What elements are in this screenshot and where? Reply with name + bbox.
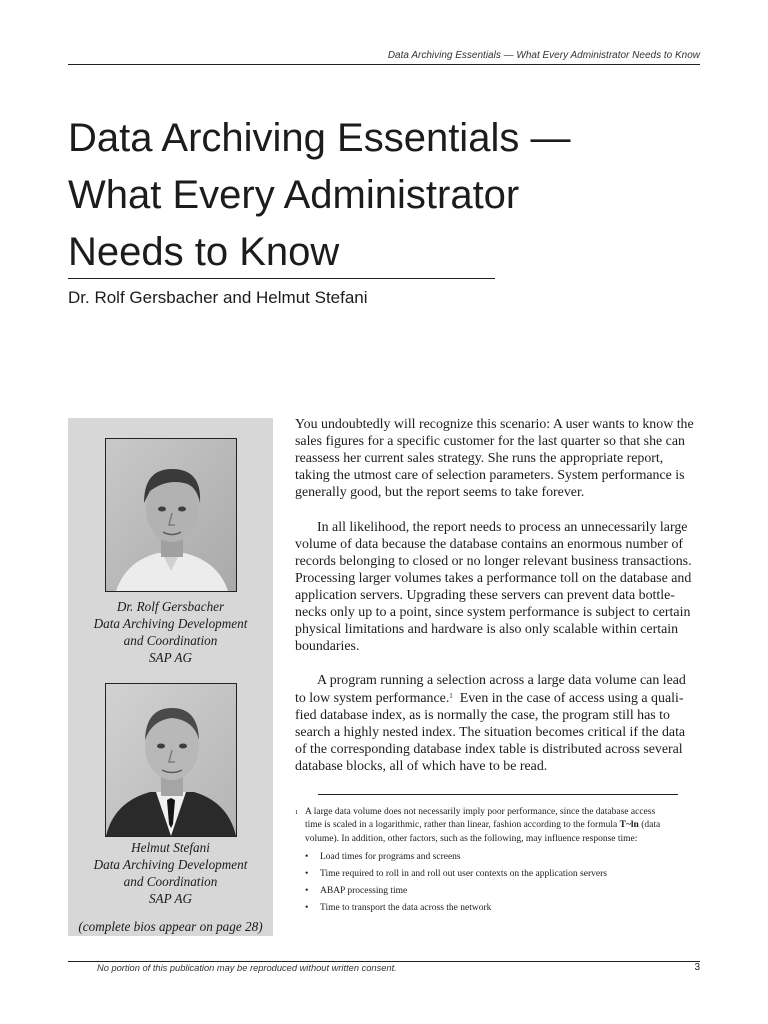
footnote-line: [295, 819, 700, 832]
paragraph: [295, 672, 700, 775]
header-rule: [68, 64, 700, 65]
bio-line: Helmut Stefani: [131, 840, 210, 855]
bios-note: (complete bios appear on page 28): [78, 919, 263, 934]
body-line: Processing larger volumes takes a performance toll on the database and: [295, 570, 692, 586]
bio-line: Data Archiving Development: [93, 616, 248, 631]
body-line: volume of data because the database contains an enormous number of: [295, 536, 684, 552]
body-line: records belonging to closed or no longer relevant business transactions.: [295, 553, 692, 569]
body-line: generally good, but the report seems to take forever.: [295, 485, 585, 501]
author1-bio: [68, 598, 273, 666]
portrait-photo-icon: [106, 684, 236, 836]
list-item: [295, 900, 700, 917]
article-title: [68, 110, 708, 281]
article-body: [295, 416, 700, 775]
author2-bio: [68, 839, 273, 907]
title-line: Needs to Know: [68, 230, 340, 274]
footnote-rule: [318, 794, 678, 795]
bullet-icon: •: [305, 868, 309, 879]
portrait-photo-icon: [106, 439, 236, 591]
title-rule: [68, 278, 495, 279]
list-item-text: Time required to roll in and roll out user contexts on the application servers: [320, 868, 607, 879]
body-text: Even in the case of access using a quali-: [452, 690, 684, 706]
footer-rule: [68, 961, 700, 962]
list-item-text: Time to transport the data across the network: [320, 902, 492, 913]
body-line: [295, 690, 700, 707]
paragraph: [295, 519, 700, 656]
article-authors: Dr. Rolf Gersbacher and Helmut Stefani: [68, 288, 368, 307]
body-line: You undoubtedly will recognize this scenario: A user wants to know the: [295, 417, 694, 432]
author1-photo: [105, 438, 237, 592]
footnote-bullet-list: [295, 849, 700, 917]
body-line: of the corresponding database index table is distributed across several: [295, 741, 683, 757]
bullet-icon: •: [305, 902, 309, 913]
list-item: [295, 866, 700, 883]
list-item: [295, 849, 700, 866]
footnote-text: time is scaled in a logarithmic, rather than linear, fashion according to the formula: [305, 820, 620, 831]
body-line: search a highly nested index. The situation becomes critical if the data: [295, 724, 686, 740]
body-line: physical limitations and hardware is also only scalable within certain: [295, 622, 679, 638]
author-sidebar: [68, 418, 273, 936]
bullet-icon: •: [305, 885, 309, 896]
footnote-formula: T~ln: [619, 820, 639, 831]
list-item-text: ABAP processing time: [320, 885, 408, 896]
footnote-reference[interactable]: 1: [449, 691, 453, 700]
bio-line: and Coordination: [123, 633, 218, 648]
running-header: Data Archiving Essentials — What Every Administrator Needs to Know: [387, 50, 700, 61]
body-line: sales figures for a specific customer for the last quarter so that she can: [295, 434, 685, 450]
author2-photo: [105, 683, 237, 837]
body-line: fied database index, as is normally the case, the program still has to: [295, 707, 670, 723]
list-item: [295, 883, 700, 900]
bio-line: Data Archiving Development: [93, 857, 248, 872]
footnote-text: (data: [638, 820, 661, 831]
page-number: 3: [694, 962, 700, 973]
bio-line: SAP AG: [148, 891, 193, 906]
footnote-mark: 1: [295, 809, 299, 816]
footnote: [295, 806, 700, 917]
bio-line: Dr. Rolf Gersbacher: [116, 599, 225, 614]
body-line: reassess her current sales strategy. She runs the appropriate report,: [295, 451, 664, 467]
bullet-icon: •: [305, 851, 309, 862]
footnote-line: volume). In addition, other factors, such as the following, may influence response time:: [305, 833, 638, 844]
body-line: necks only up to a point, since system performance is subject to certain: [295, 605, 691, 621]
bio-line: SAP AG: [148, 650, 193, 665]
copyright-notice: No portion of this publication may be reproduced without written consent.: [97, 963, 397, 973]
bio-line: and Coordination: [123, 874, 218, 889]
body-line: taking the utmost care of selection parameters. System performance is: [295, 468, 685, 484]
paragraph: [295, 416, 700, 501]
title-line: Data Archiving Essentials —: [68, 116, 571, 160]
body-line: database blocks, all of which have to be read.: [295, 758, 548, 774]
title-line: What Every Administrator: [68, 173, 520, 217]
body-line: In all likelihood, the report needs to process an unnecessarily large: [317, 519, 688, 535]
body-text: to low system performance.: [295, 690, 450, 706]
body-line: application servers. Upgrading these servers can prevent data bottle-: [295, 587, 675, 603]
body-line: boundaries.: [295, 639, 360, 655]
footnote-line: A large data volume does not necessarily imply poor performance, since the database access: [305, 807, 656, 817]
list-item-text: Load times for programs and screens: [320, 851, 461, 862]
body-line: A program running a selection across a large data volume can lead: [317, 673, 686, 689]
